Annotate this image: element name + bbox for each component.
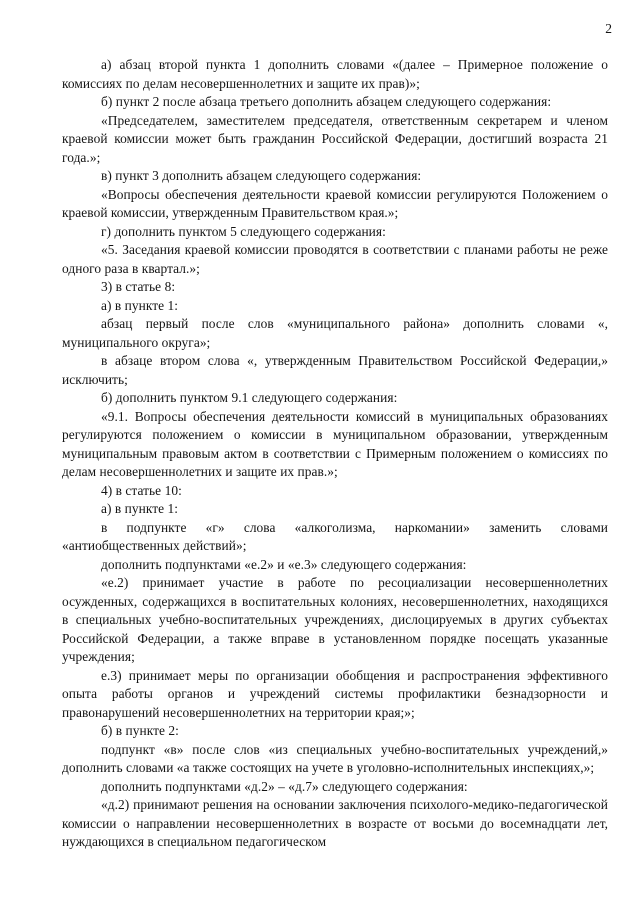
paragraph: дополнить подпунктами «д.2» – «д.7» следующего содержания: — [101, 778, 468, 794]
paragraph: «5. Заседания краевой комиссии проводятся в соответствии с планами работы не реже одного раза в квартал.»; — [62, 242, 608, 276]
paragraph: «Вопросы обеспечения деятельности краевой комиссии регулируются Положением о краевой комиссии, утвержденным Правительством края.»; — [62, 186, 608, 220]
paragraph: 4) в статье 10: — [101, 482, 182, 498]
paragraph: а) в пункте 1: — [101, 297, 179, 313]
paragraph: е.3) принимает меры по организации обобщения и распространения эффективного опыта работы органов и учреждений системы профилактики безнадзорности и правонарушений несовершеннолетних на территории края;»; — [62, 667, 608, 720]
paragraph: 3) в статье 8: — [101, 279, 176, 294]
paragraph: б) дополнить пунктом 9.1 следующего содержания: — [101, 390, 398, 405]
paragraph: дополнить подпунктами «е.2» и «е.3» следующего содержания: — [101, 556, 467, 572]
paragraph: «д.2) принимают решения на основании заключения психолого-медико-педагогической комиссии о направлении несовершеннолетних в возрасте от восьми до восемнадцати лет, нуждающихся в специальном педагогическом — [62, 797, 608, 849]
paragraph: а) абзац второй пункта 1 дополнить словами «(далее – Примерное положение о комиссиях по делам несовершеннолетних и защите их прав)»; — [62, 57, 608, 91]
paragraph: «е.2) принимает участие в работе по ресоциализации несовершеннолетних осужденных, содержащихся в воспитательных колониях, несовершеннолетних, находящихся в специальных учебно-воспитательных учреждениях, дислоцируемых в других субъектах Российской Федерации, а также вправе в установленном порядке посещать указанные учреждения; — [62, 575, 608, 664]
paragraph: абзац первый после слов «муниципального района» дополнить словами «, муниципального округа»; — [62, 316, 608, 350]
paragraph: б) пункт 2 после абзаца третьего дополнить абзацем следующего содержания: — [101, 94, 552, 109]
document-body — [62, 56, 608, 852]
paragraph: в подпункте «г» слова «алкоголизма, наркомании» заменить словами «антиобщественных действий»; — [62, 519, 608, 553]
page-number: 2 — [605, 21, 612, 36]
paragraph: б) в пункте 2: — [101, 723, 179, 738]
paragraph: а) в пункте 1: — [101, 501, 179, 516]
paragraph: подпункт «в» после слов «из специальных учебно-воспитательных учреждений,» дополнить словами «а также состоящих на учете в уголовно-исполнительных инспекциях,»; — [62, 741, 608, 775]
paragraph: «Председателем, заместителем председателя, ответственным секретарем и членом краевой комиссии может быть гражданин Российской Федерации, достигший возраста 21 года.»; — [62, 112, 608, 165]
paragraph: в абзаце втором слова «, утвержденным Правительством Российской Федерации,» исключить; — [62, 353, 608, 387]
paragraph: г) дополнить пунктом 5 следующего содержания: — [101, 223, 386, 239]
paragraph: «9.1. Вопросы обеспечения деятельности комиссий в муниципальных образованиях регулируются положением о комиссии в муниципальном образовании, утвержденным муниципальным правовым актом в соответствии с Примерным положением о комиссиях по делам несовершеннолетних и защите их прав.»; — [62, 408, 608, 479]
paragraph: в) пункт 3 дополнить абзацем следующего содержания: — [101, 168, 422, 183]
